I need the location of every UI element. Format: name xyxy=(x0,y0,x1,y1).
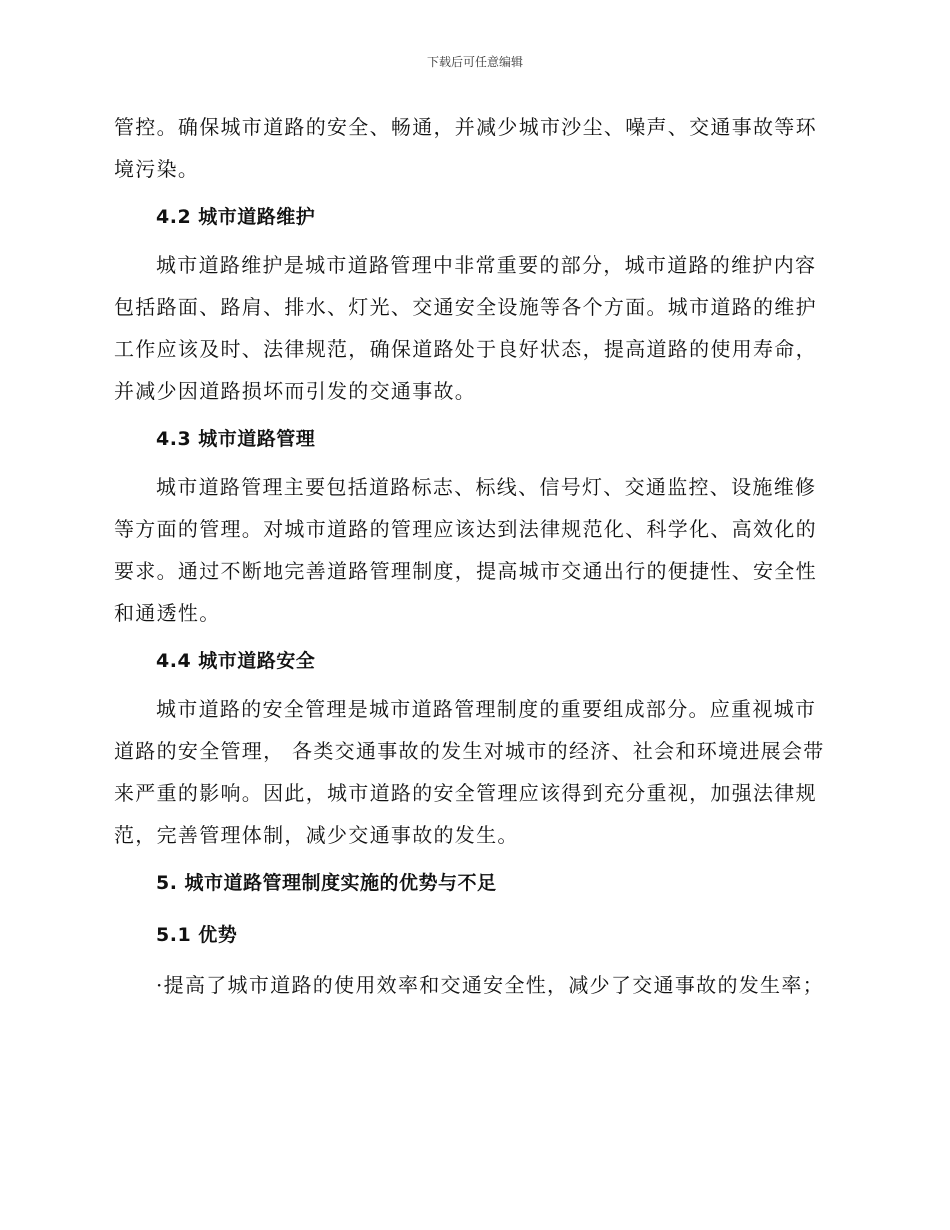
paragraph-4-4: 城市道路的安全管理是城市道路管理制度的重要组成部分。应重视城市道路的安全管理， 各类交通事故的发生对城市的经济、社会和环境进展会带来严重的影响。因此，城市道路的安全管理应该得到充分重视，加强法律规范，完善管理体制，减少交通事故的发生。 xyxy=(114,697,825,847)
paragraph-4-3: 城市道路管理主要包括道路标志、标线、信号灯、交通监控、设施维修等方面的管理。对城市道路的管理应该达到法律规范化、科学化、高效化的要求。通过不断地完善道路管理制度，提高城市交通出行的便捷性、安全性和通透性。 xyxy=(114,475,817,625)
section-heading-4-2: 4.2 城市道路维护 xyxy=(156,206,316,228)
bullet-item-advantage-1: ·提高了城市道路的使用效率和交通安全性，减少了交通事故的发生率； xyxy=(156,973,824,997)
section-heading-4-4: 4.4 城市道路安全 xyxy=(156,650,316,672)
intro-paragraph: 管控。确保城市道路的安全、畅通，并减少城市沙尘、噪声、交通事故等环境污染。 xyxy=(114,115,817,181)
page-header: 下载后可任意编辑 xyxy=(426,55,523,69)
section-heading-5-1: 5.1 优势 xyxy=(156,924,238,946)
section-heading-4-3: 4.3 城市道路管理 xyxy=(156,428,316,450)
section-heading-5: 5. 城市道路管理制度实施的优势与不足 xyxy=(156,872,497,894)
document-body xyxy=(114,106,836,1006)
paragraph-4-2: 城市道路维护是城市道路管理中非常重要的部分，城市道路的维护内容包括路面、路肩、排水、灯光、交通安全设施等各个方面。城市道路的维护工作应该及时、法律规范，确保道路处于良好状态，提高道路的使用寿命，并减少因道路损坏而引发的交通事故。 xyxy=(114,253,817,403)
